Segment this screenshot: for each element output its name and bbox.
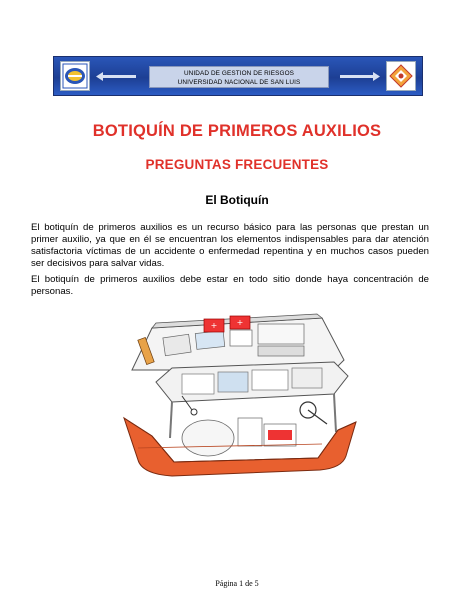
header-banner [53,56,423,96]
first-aid-kit-illustration [112,310,364,482]
paragraph-2: El botiquín de primeros auxilios debe estar en todo sitio donde haya concentración de personas. [31,274,429,297]
page-number: Página 1 de 5 [215,579,259,588]
paragraph-1: El botiquín de primeros auxilios es un recurso básico para las personas que prestan un primer auxilio, ya que en él se encuentran los elementos indispensables para dar atención satisfactoria víctimas de un accidente o enfermedad repentina y en muchos casos pueden ser decisivos para salvar vidas. [31,222,429,269]
university-name: UNIVERSIDAD NACIONAL DE SAN LUIS [177,79,301,86]
risk-unit-logo-icon [386,61,416,91]
section-heading: El Botiquín [205,193,269,207]
previous-arrow-icon[interactable] [96,72,136,81]
header-title-box [149,66,329,88]
svg-text:+: + [236,318,244,327]
document-subtitle: PREGUNTAS FRECUENTES [145,157,329,172]
document-title: BOTIQUÍN DE PRIMEROS AUXILIOS [92,122,382,140]
org-unit-name: UNIDAD DE GESTION DE RIESGOS [183,70,295,77]
svg-text:+: + [210,321,218,330]
next-arrow-icon[interactable] [340,72,380,81]
university-logo-icon [60,61,90,91]
